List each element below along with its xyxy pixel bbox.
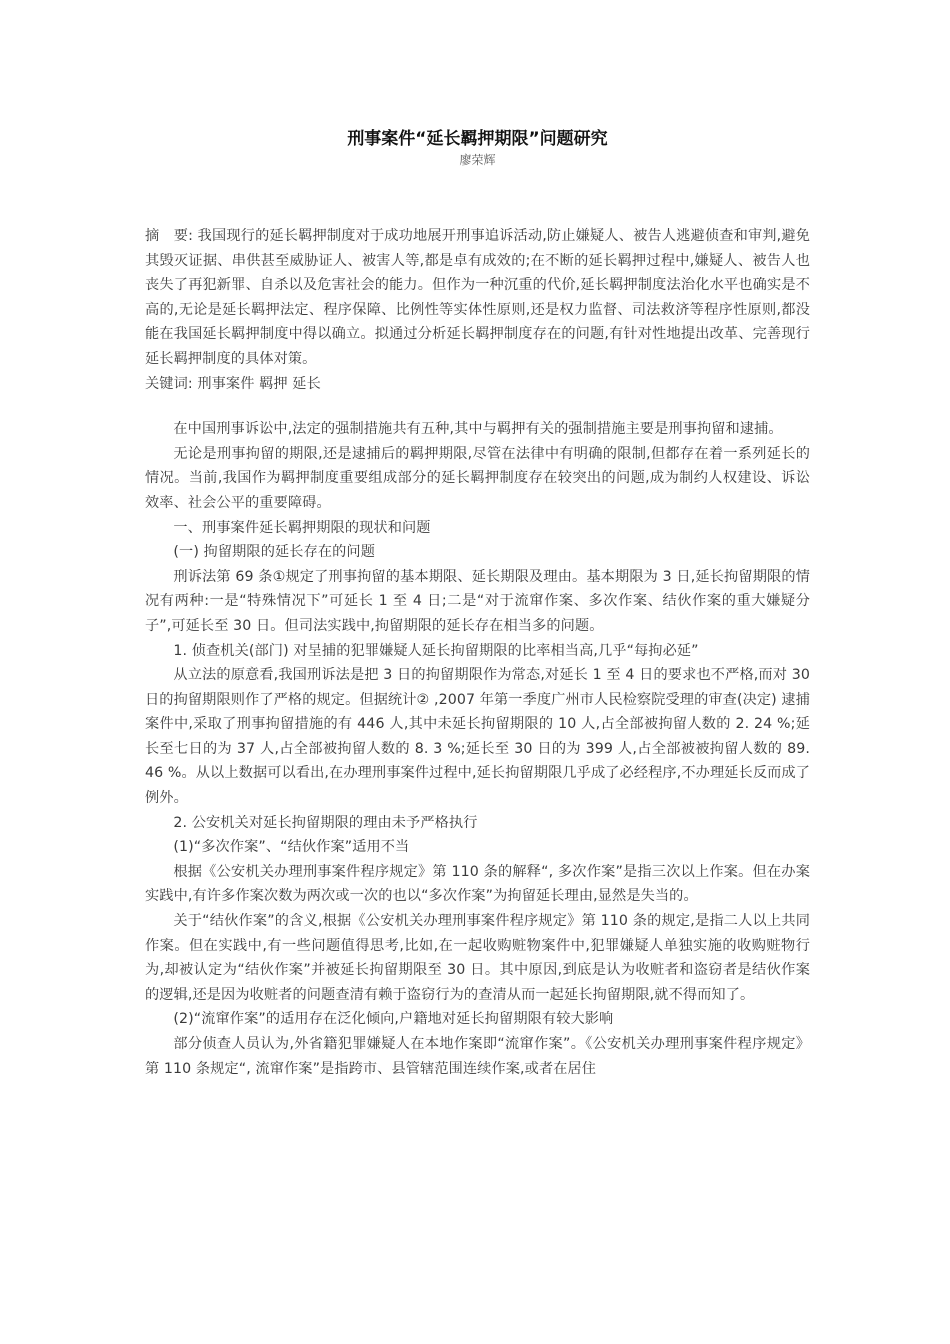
- subsection-heading: (2)“流窜作案”的适用存在泛化倾向,户籍地对延长拘留期限有较大影响: [173, 1011, 614, 1028]
- subsection-heading: 1. 侦查机关(部门) 对呈捕的犯罪嫌疑人延长拘留期限的比率相当高,几乎“每拘必延”: [173, 642, 699, 659]
- document-title: 刑事案件“延长羁押期限”问题研究: [347, 129, 608, 149]
- document-body: [145, 224, 810, 1081]
- keywords-text: 刑事案件 羁押 延长: [192, 375, 321, 392]
- abstract-paragraph: [145, 224, 810, 372]
- body-paragraph: 在中国刑事诉讼中,法定的强制措施共有五种,其中与羁押有关的强制措施主要是刑事拘留和逮捕。: [173, 421, 783, 438]
- body-paragraph: 根据《公安机关办理刑事案件程序规定》第 110 条的解释“, 多次作案”是指三次以上作案。但在办案实践中,有许多作案次数为两次或一次的也以“多次作案”为拘留延长理由,显然是失当的。: [145, 863, 810, 905]
- abstract-text: 我国现行的延长羁押制度对于成功地展开刑事追诉活动,防止嫌疑人、被告人逃避侦查和审判,避免其毁灭证据、串供甚至威胁证人、被害人等,都是卓有成效的;在不断的延长羁押过程中,嫌疑人、被告人也丧失了再犯新罪、自杀以及危害社会的能力。但作为一种沉重的代价,延长羁押制度法治化水平也确实是不高的,无论是延长羁押法定、程序保障、比例性等实体性原则,还是权力监督、司法救济等程序性原则,都没能在我国延长羁押制度中得以确立。拟通过分析延长羁押制度存在的问题,有针对性地提出改革、完善现行延长羁押制度的具体对策。: [145, 228, 810, 367]
- subsection-heading: (一) 拘留期限的延长存在的问题: [173, 544, 376, 561]
- section-gap: [145, 396, 810, 417]
- body-paragraph: 部分侦查人员认为,外省籍犯罪嫌疑人在本地作案即“流窜作案”。《公安机关办理刑事案件程序规定》第 110 条规定“, 流窜作案”是指跨市、县管辖范围连续作案,或者在居住: [145, 1036, 810, 1077]
- body-paragraph: 从立法的原意看,我国刑诉法是把 3 日的拘留期限作为常态,对延长 1 至 4 日的要求也不严格,而对 30 日的拘留期限则作了严格的规定。但据统计② ,2007 年第一季度广州市人民检察院受理的审查(决定) 逮捕案件中,采取了刑事拘留措施的有 446 人,其中未延长拘留期限的 10 人,占全部被拘留人数的 2. 24 %;延长至七日的为 37 人,占全部被拘留人数的 8. 3 %;延长至 30 日的为 399 人,占全部被被拘留人数的 89. 46 %。从以上数据可以看出,在办理刑事案件过程中,延长拘留期限几乎成了必经程序,不办理延长反而成了例外。: [145, 667, 810, 807]
- subsection-heading: (1)“多次作案”、“结伙作案”适用不当: [173, 839, 410, 856]
- abstract-label: 摘 要:: [145, 228, 193, 244]
- keywords-paragraph: [145, 372, 810, 397]
- body-paragraph: 刑诉法第 69 条①规定了刑事拘留的基本期限、延长期限及理由。基本期限为 3 日,延长拘留期限的情况有两种:一是“特殊情况下”可延长 1 至 4 日;二是“对于流窜作案、多次作案、结伙作案的重大嫌疑分子”,可延长至 30 日。但司法实践中,拘留期限的延长存在相当多的问题。: [145, 568, 810, 634]
- section-heading: 一、刑事案件延长羁押期限的现状和问题: [173, 519, 431, 536]
- subsection-heading: 2. 公安机关对延长拘留期限的理由未予严格执行: [173, 814, 478, 831]
- keywords-label: 关键词:: [145, 375, 193, 392]
- document-author: 廖荣辉: [459, 153, 496, 167]
- body-paragraph: 无论是刑事拘留的期限,还是逮捕后的羁押期限,尽管在法律中有明确的限制,但都存在着一系列延长的情况。当前,我国作为羁押制度重要组成部分的延长羁押制度存在较突出的问题,成为制约人权建设、诉讼效率、社会公平的重要障碍。: [145, 445, 810, 511]
- body-paragraph: 关于“结伙作案”的含义,根据《公安机关办理刑事案件程序规定》第 110 条的规定,是指二人以上共同作案。但在实践中,有一些问题值得思考,比如,在一起收购赃物案件中,犯罪嫌疑人单独实施的收购赃物行为,却被认定为“结伙作案”并被延长拘留期限至 30 日。其中原因,到底是认为收赃者和盗窃者是结伙作案的逻辑,还是因为收赃者的问题查清有赖于盗窃行为的查清从而一起延长拘留期限,就不得而知了。: [145, 913, 810, 1003]
